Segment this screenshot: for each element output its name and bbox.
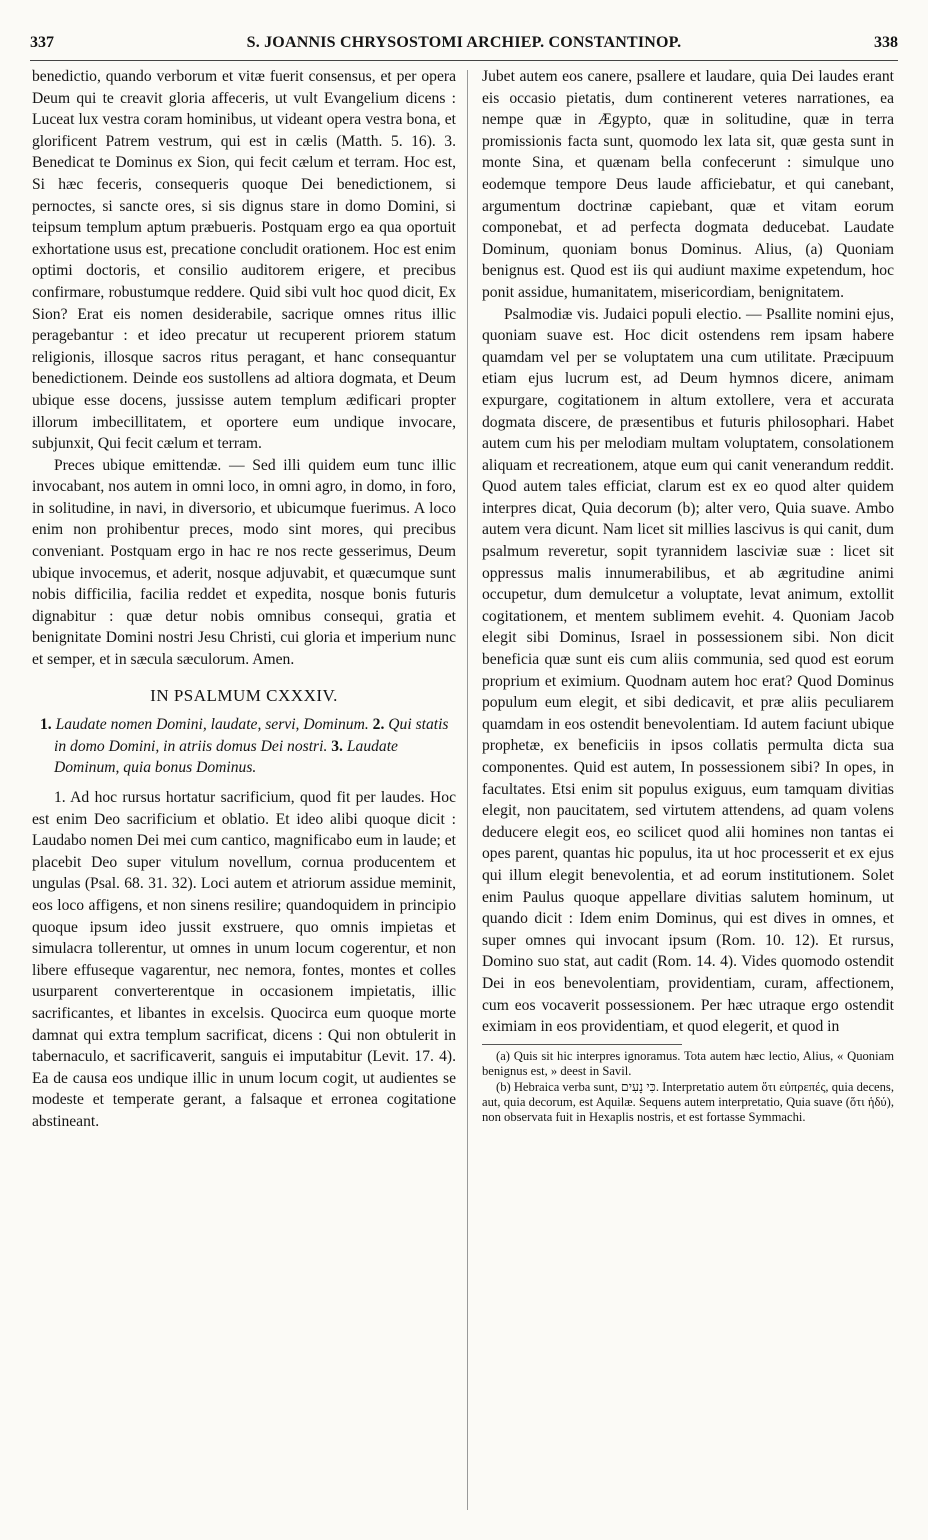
right-paragraph-1: Jubet autem eos canere, psallere et laudare, quia Dei laudes erant eis occasio pietatis, dum continerent veteres narrationes, ea nempe quæ in Ægypto, quæ in solitudine, quæ in terra promissionis facta sunt, quomodo lex lata sit, quæ gesta sunt in monte Sina, et quænam bella confecerunt : simulque uno eodemque tempore Deus laude afficiebatur, et qui canebant, argumentum doctrinæ capiebant, quæ et vitam eorum componebat, et ad perfecta dogmata deducebat. Laudate Dominum, quoniam bonus Dominus. Alius, (a) Quoniam benignus est. Quod est iis qui audiunt maxime expetendum, hoc ponit assidue, humanitatem, misericordiam, benignitatem. [482, 68, 894, 301]
right-paragraph-2: Psalmodiæ vis. Judaici populi electio. — Psallite nomini ejus, quoniam suave est. Hoc dicit ostendens rem ipsam habere quamdam vel per se voluptatem una cum utilitate. Præcipuum etiam ejus lucrum est, ad Deum hymnos dicere, animam expurgare, cogitationem in altum extollere, vera et accurata dogmata discere, de præsentibus et futuris philosophari. Habet autem cum his per melodiam multam voluptatem, consolationem aliquam et recreationem, atque eum qui canit venerandum reddit. Quod autem tales efficiat, clarum est ex eo quod alter quidem interpres dicat, Quia decorum (b); alter vero, Quia suave. Ambo autem vera dicunt. Nam licet sit millies lascivus is qui canit, dum psalmum reveretur, sopit tyrannidem lasciviæ suæ : licet sit oppressus malis innumerabilibus, et ab ægritudine animi occupetur, dum demulcetur a voluptate, levat animum, extollit cogitationem, et mentem sublimem evehit. 4. Quoniam Jacob elegit sibi Dominus, Israel in possessionem sibi. Non dicit beneficia quæ sunt eis cum aliis communia, sed quod est eorum proprium et eximium. Quodnam autem hoc erat? Quod Dominus populum eum elegit, et sibi dedicavit, et præ aliis peculiarem quamdam in eos ostendit benevolentiam. Id autem faciunt ubique prophetæ, ex beneficiis in ipsos collatis permulta dicta sua componentes. Quid est autem, In possessionem sibi? In opes, in facultates. Etsi enim sit populus exiguus, eum tamquam divitias elegit, non paucitatem, sed virtutem attendens, ad quam volens deducere elegit eos, eo scilicet quod alii homines non tantas ei opes parent, quantas hic populus, ita ut hoc processerit et ex ejus qui illum elegit benevolentia, et ad eorum institutionem. Solet enim Paulus quoque appellare divitias salutem hominum, ut quando dicit : Idem enim Dominus, qui est dives in omnes, et super omnes qui invocant ipsum (Rom. 10. 12). Et rursus, Domino suo stat, aut cadit (Rom. 14. 4). Vides quomodo ostendit Dei in eos benevolentiam, providentiam, curam, affectionem, cum eos vocaverit possessionem. Per hæc utraque ergo ostendit eximiam in eos providentiam, et quod elegerit, et quod in [482, 305, 894, 1036]
running-header [30, 30, 898, 56]
verse-text-1: Laudate nomen Domini, laudate, servi, Dominum. [55, 716, 369, 734]
left-paragraph-3: 1. Ad hoc rursus hortatur sacrificium, quod fit per laudes. Hoc est enim Deo sacrificium et oblatio. Et ideo alibi quoque dicit : Laudabo nomen Dei mei cum cantico, magnificabo eum in laude; et placebit Deo super vitulum novellum, cornua producentem et ungulas (Psal. 68. 31. 32). Loci autem et atriorum assidue meminit, eos loco affigens, et non sinens resilire; quandoquidem in principio quoque ipsum ideo jussit exstruere, quo omnis impietas et simulacra tollerentur, ut omnes in unum locum cogerentur, et non libere effuseque vagarentur, nec nemora, fontes, montes et colles usurparent converterentque in occasionem impietatis, illic sacrificantes, et libantes in excelsis. Quocirca eum quoque morte damnat qui extra templum sacrificat, dicens : Qui non obtulerit in tabernaculo, et sacrificaverit, sanguis ei imputabitur (Levit. 17. 4). Ea de causa eos undique illic in unum locum cogit, ut audientes se modeste et temperate gerant, a falsaque et erronea cogitatione abstineant. [32, 789, 456, 1130]
psalm-title: IN PSALMUM CXXXIV. [150, 685, 338, 705]
left-paragraph-1: benedictio, quando verborum et vitæ fuerit consensus, et per opera Deum qui te creavit gloria affeceris, ut vult Evangelium dicens : Luceat lux vestra coram hominibus, ut videant opera vestra bona, et glorificent Patrem vestrum, qui est in cælis (Matth. 5. 16). 3. Benedicat te Dominus ex Sion, qui fecit cælum et terram. Hoc est, Si hæc feceris, consequeris quoque Dei benedictionem, si pernoctes, si sancte ores, si sis dignus stare in domo Domini, si teipsum templum aptum præbueris. Postquam ergo ea qua oportuit exhortatione usus est, precatione concludit orationem. Hoc est enim optimi doctoris, et consilio auditorem erigere, et precibus confirmare, robustumque reddere. Quid sibi vult hoc quod dicit, Ex Sion? Erat eis nomen desiderabile, sacrique omnes ritus illic peragebantur : et ideo precatur ut recuperent priorem statum religionis, illosque sacros ritus peragant, et hanc consequantur benedictionem. Deinde eos sustollens ad altiora dogmata, et Deum ubique esse docens, jussisse autem templum ædificari propter illorum imbecillitatem, et oportere eum undique invocare, subjunxit, Qui fecit cælum et terram. [32, 68, 456, 453]
footnote-b: (b) Hebraica verba sunt, כִּי נָעִים. Interpretatio autem ὅτι εὐπρεπές, quia decens, aut, quia decorum, est Aquilæ. Sequens autem interpretatio, Quia suave (ὅτι ἡδύ), non observata fuit in Hexaplis nostris, et est fortasse Symmachi. [482, 1079, 894, 1125]
page-number-right: 338 [874, 34, 898, 51]
column-divider [467, 70, 468, 1510]
header-rule [30, 60, 898, 61]
right-column [482, 66, 894, 1126]
footnotes [482, 1049, 894, 1126]
running-title: S. JOANNIS CHRYSOSTOMI ARCHIEP. CONSTANTINOP. [246, 34, 682, 51]
verse-number-3: 3. [331, 737, 343, 755]
footnote-a: (a) Quis sit hic interpres ignoramus. Tota autem hæc lectio, Alius, « Quoniam benignus est, » deest in Savil. [482, 1048, 894, 1079]
footnote-rule [482, 1044, 682, 1045]
verse-text-3: Laudate Dominum, quia bonus Dominus. [54, 737, 398, 777]
verse-text-2: Qui statis in domo Domini, in atriis domus Dei nostri. [54, 716, 449, 755]
verse-number-2: 2. [372, 716, 385, 734]
verse-heading [32, 714, 456, 779]
left-paragraph-2: Preces ubique emittendæ. — Sed illi quidem eum tunc illic invocabant, nos autem in omni loco, in omni agro, in domo, in foro, in solitudine, in navi, in diversorio, et ubicumque fuerimus. A loco enim non prohibentur preces, modo sint mores, qui precibus conveniant. Postquam ergo in hac re nos recte gesserimus, Deum ubique invocemus, et aderit, nosque adjuvabit, et quæcumque sunt nobis difficilia, facilia reddet et expedita, nosque bonis futuris dignabitur : quæ detur nobis omnibus consequi, gratia et benignitate Domini nostri Jesu Christi, cui gloria et imperium nunc et semper, et in sæcula sæculorum. Amen. [32, 456, 456, 669]
page-number-left: 337 [30, 34, 54, 51]
verse-number-1: 1. [40, 716, 52, 734]
left-column [32, 66, 456, 1133]
